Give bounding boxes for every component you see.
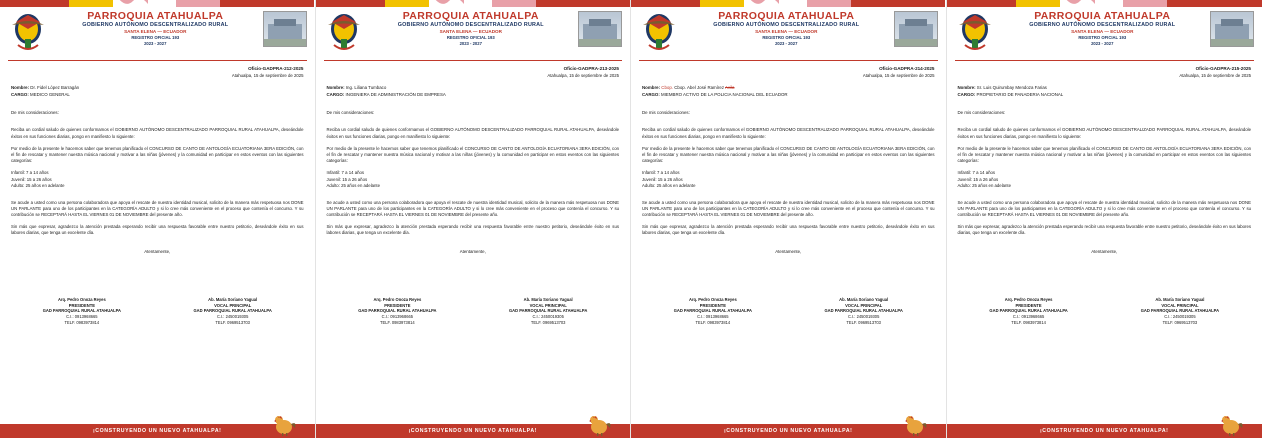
category-list xyxy=(642,170,935,189)
signer-name: Ab. María Soriano Yagual xyxy=(1155,296,1205,302)
signer-name: Ab. María Soriano Yagual xyxy=(839,296,889,302)
recipient-cargo: MIEMBRO ACTIVO DE LA POLICIA NACIONAL DEL ECUADOR xyxy=(661,91,788,97)
signer-tel: TELF. 0983973814 xyxy=(380,320,415,326)
parish-building-photo xyxy=(1210,11,1254,47)
recipient-name-highlight: Cbop. xyxy=(661,85,674,91)
signature-block xyxy=(958,297,1252,326)
oficio-number: Oficio-GADPRA-213-2025 xyxy=(563,66,619,71)
place-date: Atahualpa, 15 de septiembre de 2025 xyxy=(231,73,304,79)
signer-name: Ab. María Soriano Yagual xyxy=(523,296,573,302)
greeting: De mis consideraciones: xyxy=(957,110,1006,116)
paragraph-3: Se acude a usted como una persona colaboradora que apoya el rescate de nuestra identidad musical, solicito de la manera más respetuosa nos DONE UN PARLANTE para uno de los participantes en la CATEGORÍA ADULTO y si lo cree más conveniente en el proceso que contenía el concurso. Y su contribución se RECEPTARÁ HASTA EL VIERNES 01 DE NOVIEMBRE del presente año. xyxy=(642,199,935,218)
signer-tel: TELF. 0983973814 xyxy=(695,320,731,326)
ribbon-icon xyxy=(1065,0,1095,14)
footer-banner: ¡CONSTRUYENDO UN NUEVO ATAHUALPA! xyxy=(723,428,853,434)
paragraph-1: Reciba un cordial saludo de quienes conformamos el GOBIERNO AUTÓNOMO DESCENTRALIZADO PARROQUIAL RURAL ATAHUALPA, deseándole éxitos en sus funciones diarias, pongo en manifiesto lo siguiente: xyxy=(642,127,935,139)
signer-name: Ab. María Soriano Yagual xyxy=(208,296,258,302)
rooster-icon xyxy=(902,412,928,436)
greeting: De mis consideraciones: xyxy=(11,110,59,116)
category-list xyxy=(11,170,304,189)
recipient-cargo-line xyxy=(327,92,620,98)
parish-title: PARROQUIA ATAHUALPA xyxy=(87,10,224,22)
coat-of-arms-icon xyxy=(8,9,48,53)
signer-tel: TELF. 0983973814 xyxy=(1011,320,1046,326)
recipient-cargo-line xyxy=(642,92,935,98)
signature-block xyxy=(11,297,304,326)
signature-right xyxy=(481,297,615,326)
paragraph-1: Reciba un cordial saludo de quienes conformamos el GOBIERNO AUTÓNOMO DESCENTRALIZADO PARROQUIAL RURAL ATAHUALPA, deseándole éxitos en sus funciones diarias, pongo en manifiesto lo siguiente: xyxy=(957,127,1251,139)
period-line: 2023 - 2027 xyxy=(1091,40,1114,46)
oficio-number: Oficio-GADPRA-215-2025 xyxy=(1195,66,1251,71)
footer-banner: ¡CONSTRUYENDO UN NUEVO ATAHUALPA! xyxy=(92,428,222,434)
document-sheet[interactable] xyxy=(0,0,316,438)
gad-line: GOBIERNO AUTÓNOMO DESCENTRALIZADO RURAL xyxy=(713,22,860,28)
category-juvenil: Juvenil: 15 a 26 años xyxy=(11,176,52,182)
paragraph-2: Por medio de la presente le hacemos saber que tenemos planificado el CONCURSO DE CANTO DE ANTOLOGÍA ECUATORIANA 3ERA EDICIÓN, con el fin de rescatar y mantener nuestra música nacional y motivar a las niñas (jóvenes) y la comunidad en participar en estos eventos con las siguientes categorías: xyxy=(957,145,1251,164)
parish-title: PARROQUIA ATAHUALPA xyxy=(1034,10,1171,22)
period-line: 2023 - 2027 xyxy=(775,40,798,46)
recipient-cargo: PROPIETARIO DE PANADERIA NACIONAL xyxy=(976,91,1064,97)
coat-of-arms-icon xyxy=(639,9,679,53)
parish-title: PARROQUIA ATAHUALPA xyxy=(402,10,539,22)
signature-right xyxy=(1113,297,1247,326)
document-sheet[interactable] xyxy=(316,0,632,438)
letterhead xyxy=(631,0,946,58)
label-cargo: CARGO: xyxy=(11,91,29,97)
signer-name: Arq. Pedro Onoza Reyes xyxy=(1004,296,1053,302)
letter-body xyxy=(947,61,1262,326)
period-line: 2023 - 2027 xyxy=(459,40,482,46)
registry-line: REGISTRO OFICIAL 193 xyxy=(131,35,180,40)
signer-ci: C.I.: 2450019305 xyxy=(847,314,880,320)
greeting: De mis consideraciones: xyxy=(326,110,375,116)
paragraph-2: Por medio de la presente le hacemos saber que tenemos planificado el CONCURSO DE CANTO DE ANTOLOGÍA ECUATORIANA 3ERA EDICIÓN, con el fin de rescatar y mantener nuestra música nacional y motivar a las niñas (jóvenes) y la comunidad en participar en estos eventos con las siguientes categorías: xyxy=(642,145,935,164)
paragraph-3: Se acude a usted como una persona colaboradora que apoya el rescate de nuestra identidad musical, solicito de la manera más respetuosa nos DONE UN PARLANTE para uno de los participantes en la CATEGORÍA ADULTO y si lo cree más conveniente en el proceso que contenía el concurso. Y su contribución se RECEPTARÁ HASTA EL VIERNES 01 DE NOVIEMBRE del presente año. xyxy=(11,199,304,218)
signer-name: Arq. Pedro Onoza Reyes xyxy=(688,296,737,302)
sign-off: Atentamente, xyxy=(1091,248,1118,254)
gad-line: GOBIERNO AUTÓNOMO DESCENTRALIZADO RURAL xyxy=(1029,22,1176,28)
province-line: SANTA ELENA — ECUADOR xyxy=(124,29,187,34)
signature-left xyxy=(15,297,149,326)
letterhead xyxy=(316,0,631,58)
category-adulto: Adulto: 25 años en adelante xyxy=(957,183,1012,189)
category-juvenil: Juvenil: 15 a 26 años xyxy=(326,176,368,182)
paragraph-1: Reciba un cordial saludo de quienes conformamos el GOBIERNO AUTÓNOMO DESCENTRALIZADO PARROQUIAL RURAL ATAHUALPA, deseándole éxitos en sus funciones diarias, pongo en manifiesto lo siguiente: xyxy=(11,127,304,139)
paragraph-3: Se acude a usted como una persona colaboradora que apoya el rescate de nuestra identidad musical, solicito de la manera más respetuosa nos DONE UN PARLANTE para uno de los participantes en la CATEGORÍA ADULTO y si lo cree más conveniente en el proceso que contenía el concurso. Y su contribución se RECEPTARÁ HASTA EL VIERNES 01 DE NOVIEMBRE del presente año. xyxy=(957,199,1251,218)
parish-building-photo xyxy=(578,11,622,47)
letter-body xyxy=(0,61,315,326)
place-date: Atahualpa, 15 de septiembre de 2025 xyxy=(547,73,619,79)
recipient-cargo-line xyxy=(11,92,304,98)
signer-ci: C.I.: 0913968665 xyxy=(381,314,414,320)
letter-body xyxy=(316,61,631,326)
letterhead xyxy=(947,0,1262,58)
category-juvenil: Juvenil: 15 a 26 años xyxy=(642,176,683,182)
province-line: SANTA ELENA — ECUADOR xyxy=(439,29,502,34)
signer-ci: C.I.: 2450019305 xyxy=(532,314,564,320)
signer-role: PRESIDENTE xyxy=(68,302,95,308)
category-juvenil: Juvenil: 15 a 26 años xyxy=(957,176,999,182)
signer-role: PRESIDENTE xyxy=(384,302,411,308)
place-date: Atahualpa, 15 de septiembre de 2025 xyxy=(862,73,935,79)
recipient-name: Ing. Liliana Tumbaco xyxy=(345,85,387,91)
signer-role: PRESIDENTE xyxy=(699,302,726,308)
paragraph-1: Reciba un cordial saludo de quienes conformamos el GOBIERNO AUTÓNOMO DESCENTRALIZADO PARROQUIAL RURAL ATAHUALPA, deseándole éxitos en sus funciones diarias, pongo en manifiesto lo siguiente: xyxy=(326,127,619,139)
paragraph-4: Sin más que expresar, agradezco la atención prestada esperando recibir una respuesta favorable entre nuestro petitorio, deseándole éxito en sus labores diarias, que tenga un excelente día. xyxy=(326,224,619,236)
parish-title: PARROQUIA ATAHUALPA xyxy=(718,10,855,22)
signature-left xyxy=(331,297,465,326)
signature-left xyxy=(962,297,1096,326)
ribbon-icon xyxy=(118,0,148,14)
signer-role: VOCAL PRINCIPAL xyxy=(214,302,252,308)
signer-org: GAD PARROQUIAL RURAL ATAHUALPA xyxy=(824,308,903,314)
signer-tel: TELF. 0983973814 xyxy=(64,320,100,326)
recipient-cargo-line xyxy=(958,92,1252,98)
recipient-cargo: INGENIERA DE ADMINISTRACIÓN DE EMPRESA xyxy=(345,91,446,97)
signer-org: GAD PARROQUIAL RURAL ATAHUALPA xyxy=(673,308,752,314)
signer-tel: TELF. 0969513703 xyxy=(530,320,566,326)
signature-block xyxy=(642,297,935,326)
gad-line: GOBIERNO AUTÓNOMO DESCENTRALIZADO RURAL xyxy=(397,22,544,28)
oficio-number: Oficio-GADPRA-212-2025 xyxy=(248,66,304,71)
signer-org: GAD PARROQUIAL RURAL ATAHUALPA xyxy=(989,308,1068,314)
recipient-name: Dr. Fidel López Barragán xyxy=(30,85,80,91)
rooster-icon xyxy=(586,412,612,436)
signer-org: GAD PARROQUIAL RURAL ATAHUALPA xyxy=(42,308,121,314)
coat-of-arms-icon xyxy=(324,9,364,53)
category-list xyxy=(327,170,620,189)
category-infantil: Infantil: 7 a 14 años xyxy=(957,170,996,176)
paragraph-4: Sin más que expresar, agradezco la atención prestada esperando recibir una respuesta favorable entre nuestro petitorio, deseándole éxito en sus labores diarias, que tenga un excelente día. xyxy=(642,224,935,236)
recipient-name: Sr. Luis Quirumbay Mendoza Farias xyxy=(976,85,1047,91)
parish-building-photo xyxy=(263,11,307,47)
period-line: 2023 - 2027 xyxy=(144,40,167,46)
sign-off: Atentamente, xyxy=(144,248,171,254)
signer-ci: C.I.: 0913968665 xyxy=(66,314,98,320)
signer-role: PRESIDENTE xyxy=(1015,302,1042,308)
letterhead xyxy=(0,0,315,58)
paragraph-2: Por medio de la presente le hacemos saber que tenemos planificado el CONCURSO DE CANTO DE ANTOLOGÍA ECUATORIANA 3ERA EDICIÓN, con el fin de rescatar y mantener nuestra música nacional y motivar a las niñas (jóvenes) y la comunidad en participar en estos eventos con las siguientes categorías: xyxy=(326,145,619,164)
label-cargo: CARGO: xyxy=(642,91,660,97)
paragraph-3: Se acude a usted como una persona colaboradora que apoya el rescate de nuestra identidad musical, solicito de la manera más respetuosa nos DONE UN PARLANTE para uno de los participantes en la CATEGORÍA ADULTO y si lo cree más conveniente en el proceso que contenía el concurso. Y su contribución se RECEPTARÁ HASTA EL VIERNES 01 DE NOVIEMBRE del presente año. xyxy=(326,199,619,218)
signer-ci: C.I.: 2450019305 xyxy=(1164,314,1196,320)
recipient-name: Cbop. Abel José Ramírez xyxy=(674,85,725,91)
signer-org: GAD PARROQUIAL RURAL ATAHUALPA xyxy=(358,308,437,314)
signature-right xyxy=(166,297,300,326)
document-sheet[interactable] xyxy=(631,0,947,438)
label-nombre: Nombre: xyxy=(11,85,30,91)
registry-line: REGISTRO OFICIAL 193 xyxy=(1078,35,1127,40)
category-adulto: Adulto: 25 años en adelante xyxy=(11,183,65,189)
signer-tel: TELF. 0969513703 xyxy=(215,320,250,326)
paragraph-4: Sin más que expresar, agradezco la atención prestada esperando recibir una respuesta favorable entre nuestro petitorio, deseándole éxito en sus labores diarias, que tenga un excelente día. xyxy=(957,224,1251,236)
category-infantil: Infantil: 7 a 14 años xyxy=(11,170,49,176)
sign-off: Atentamente, xyxy=(775,248,802,254)
signature-right xyxy=(797,297,931,326)
label-nombre: Nombre: xyxy=(642,85,661,91)
signer-tel: TELF. 0969513703 xyxy=(1162,320,1198,326)
signer-role: VOCAL PRINCIPAL xyxy=(845,302,883,308)
signer-tel: TELF. 0969513703 xyxy=(846,320,881,326)
place-date: Atahualpa, 15 de septiembre de 2025 xyxy=(1179,73,1251,79)
signer-ci: C.I.: 2450019305 xyxy=(216,314,249,320)
province-line: SANTA ELENA — ECUADOR xyxy=(755,29,818,34)
signer-org: GAD PARROQUIAL RURAL ATAHUALPA xyxy=(1140,308,1220,314)
letter-body xyxy=(631,61,946,326)
signer-org: GAD PARROQUIAL RURAL ATAHUALPA xyxy=(193,308,272,314)
category-list xyxy=(958,170,1252,189)
registry-line: REGISTRO OFICIAL 193 xyxy=(762,35,811,40)
ribbon-icon xyxy=(749,0,779,14)
registry-line: REGISTRO OFICIAL 193 xyxy=(446,35,495,40)
label-nombre: Nombre: xyxy=(957,85,976,91)
document-sheet[interactable] xyxy=(947,0,1262,438)
province-line: SANTA ELENA — ECUADOR xyxy=(1071,29,1134,34)
rooster-icon xyxy=(271,412,297,436)
paragraph-2: Por medio de la presente le hacemos saber que tenemos planificado el CONCURSO DE CANTO DE ANTOLOGÍA ECUATORIANA 3ERA EDICIÓN, con el fin de rescatar y mantener nuestra música nacional y motivar a las niñas (jóvenes) y la comunidad en participar en estos eventos con las siguientes categorías: xyxy=(11,145,304,164)
sign-off: Atentamente, xyxy=(459,248,486,254)
footer-banner: ¡CONSTRUYENDO UN NUEVO ATAHUALPA! xyxy=(1039,428,1169,434)
category-infantil: Infantil: 7 a 14 años xyxy=(326,170,365,176)
coat-of-arms-icon xyxy=(955,9,995,53)
parish-building-photo xyxy=(894,11,938,47)
signature-block xyxy=(327,297,620,326)
signature-left xyxy=(646,297,780,326)
label-cargo: CARGO: xyxy=(326,91,345,97)
signer-role: VOCAL PRINCIPAL xyxy=(529,302,567,308)
gad-line: GOBIERNO AUTÓNOMO DESCENTRALIZADO RURAL xyxy=(82,22,229,28)
signer-name: Arq. Pedro Onoza Reyes xyxy=(57,296,106,302)
category-adulto: Adulto: 25 años en adelante xyxy=(642,183,696,189)
label-nombre: Nombre: xyxy=(326,85,345,91)
oficio-number: Oficio-GADPRA-214-2025 xyxy=(879,66,935,71)
recipient-cargo: MEDICO GENERAL xyxy=(30,91,70,97)
signer-ci: C.I.: 0913968665 xyxy=(1012,314,1045,320)
signer-role: VOCAL PRINCIPAL xyxy=(1161,302,1199,308)
category-infantil: Infantil: 7 a 14 años xyxy=(642,170,680,176)
ribbon-icon xyxy=(434,0,464,14)
signer-ci: C.I.: 0913968665 xyxy=(697,314,729,320)
paragraph-4: Sin más que expresar, agradezco la atención prestada esperando recibir una respuesta favorable entre nuestro petitorio, deseándole éxito en sus labores diarias, que tenga un excelente día. xyxy=(11,224,304,236)
rooster-icon xyxy=(1218,412,1244,436)
greeting: De mis consideraciones: xyxy=(642,110,690,116)
recipient-name-struck: Avila xyxy=(725,85,735,91)
signer-name: Arq. Pedro Onoza Reyes xyxy=(373,296,422,302)
label-cargo: CARGO: xyxy=(957,91,976,97)
signer-org: GAD PARROQUIAL RURAL ATAHUALPA xyxy=(508,308,588,314)
category-adulto: Adulto: 25 años en adelante xyxy=(326,183,381,189)
footer-banner: ¡CONSTRUYENDO UN NUEVO ATAHUALPA! xyxy=(408,428,538,434)
